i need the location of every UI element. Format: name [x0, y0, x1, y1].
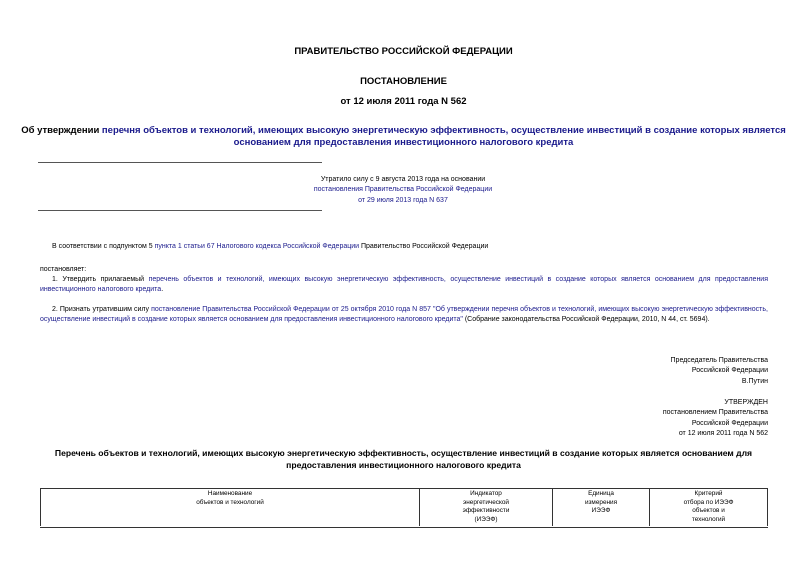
item-2-paragraph	[40, 305, 768, 326]
approved-block	[560, 398, 768, 439]
intro-paragraph	[52, 242, 772, 252]
col4-line: объектов и	[692, 507, 725, 515]
repeal-notice-link[interactable]: постановления Правительства Российской Федерации	[313, 186, 493, 194]
intro-after: Правительство Российской Федерации	[359, 243, 489, 250]
signature-block	[560, 356, 768, 387]
resolves-label: постановляет:	[40, 266, 87, 273]
header-unit	[553, 488, 650, 526]
signature-name: В.Путин	[741, 377, 768, 385]
col4-line: технологий	[691, 515, 726, 523]
list-title-line1: Перечень объектов и технологий, имеющих высокую энергетическую эффективность, осуществление инвестиций в создание которых является основанием для	[54, 448, 753, 458]
approved-line3: Российской Федерации	[691, 419, 768, 427]
signature-line2: Российской Федерации	[691, 367, 768, 375]
col1-line: объектов и технологий	[196, 498, 264, 506]
list-title	[20, 448, 787, 471]
item2-after: (Собрание законодательства Российской Федерации, 2010, N 44, ст. 5694).	[462, 316, 710, 324]
tax-code-link[interactable]: пункта 1 статьи 67 Налогового кодекса Российской Федерации	[154, 243, 360, 250]
notice-top-divider	[38, 162, 322, 163]
list-title-line2: предоставления инвестиционного налогового кредита	[286, 459, 521, 470]
header-criterion	[650, 488, 768, 526]
intro-before: В соответствии с подпунктом 5	[52, 243, 155, 250]
col2-line: эффективности	[462, 507, 510, 515]
col1-line: Наименование	[207, 490, 253, 497]
signature-line1: Председатель Правительства	[670, 357, 768, 364]
approved-line4: от 12 июля 2011 года N 562	[678, 429, 768, 437]
repeal-notice-line1: Утратило силу с 9 августа 2013 года на основании	[320, 176, 486, 183]
col4-line: отбора по ИЭЭФ	[683, 498, 734, 506]
repeal-notice-date-link[interactable]: от 29 июля 2013 года N 637	[358, 196, 448, 204]
header-objects-technologies	[41, 488, 420, 526]
item2-before: 2. Признать утратившим силу	[52, 306, 152, 313]
col2-line: (ИЭЭФ)	[474, 515, 498, 523]
header-indicator	[420, 488, 553, 526]
col2-line: энергетической	[463, 498, 509, 506]
government-name: ПРАВИТЕЛЬСТВО РОССИЙСКОЙ ФЕДЕРАЦИИ	[294, 46, 513, 57]
notice-bottom-divider	[38, 210, 322, 211]
col3-line: ИЭЭФ	[591, 507, 611, 515]
col2-line: Индикатор	[470, 490, 502, 497]
repealed-resolution-link[interactable]: постановление Правительства Российской Федерации от 25 октября 2010 года N 857 "Об утверждении перечня объектов и технологий, имеющих высокую энергетическую эффективность, осуществление инвестиций в создание которых является основанием для предоставления инвестиционного налогового кредита"	[40, 306, 768, 324]
document-date-number: от 12 июля 2011 года N 562	[340, 96, 467, 107]
item1-before: 1. Утвердить прилагаемый	[52, 276, 149, 283]
document-type: ПОСТАНОВЛЕНИЕ	[360, 76, 447, 87]
title-link-part-2[interactable]: основанием для предоставления инвестиционного налогового кредита	[233, 137, 574, 148]
col4-line: Критерий	[694, 490, 723, 497]
approved-list-link[interactable]: перечень объектов и технологий, имеющих высокую энергетическую эффективность, осуществление инвестиций в создание которых является основанием для предоставления инвестиционного налогового кредита	[40, 276, 769, 294]
item-1-paragraph	[40, 275, 768, 296]
item1-after: .	[161, 286, 164, 294]
document-title	[20, 125, 787, 149]
approved-line1: УТВЕРЖДЕН	[724, 399, 768, 406]
approved-line2: постановлением Правительства	[662, 409, 768, 417]
repeal-notice	[210, 175, 596, 206]
col3-line: Единица	[588, 490, 614, 497]
col3-line: измерения	[584, 498, 618, 506]
table-header-row	[41, 488, 768, 526]
title-prefix: Об утверждении	[21, 125, 102, 136]
table-bottom-border	[40, 527, 768, 528]
criteria-table	[40, 488, 768, 526]
title-link-part-1[interactable]: перечня объектов и технологий, имеющих высокую энергетическую эффективность, осуществление инвестиций в создание которых является	[101, 125, 786, 136]
